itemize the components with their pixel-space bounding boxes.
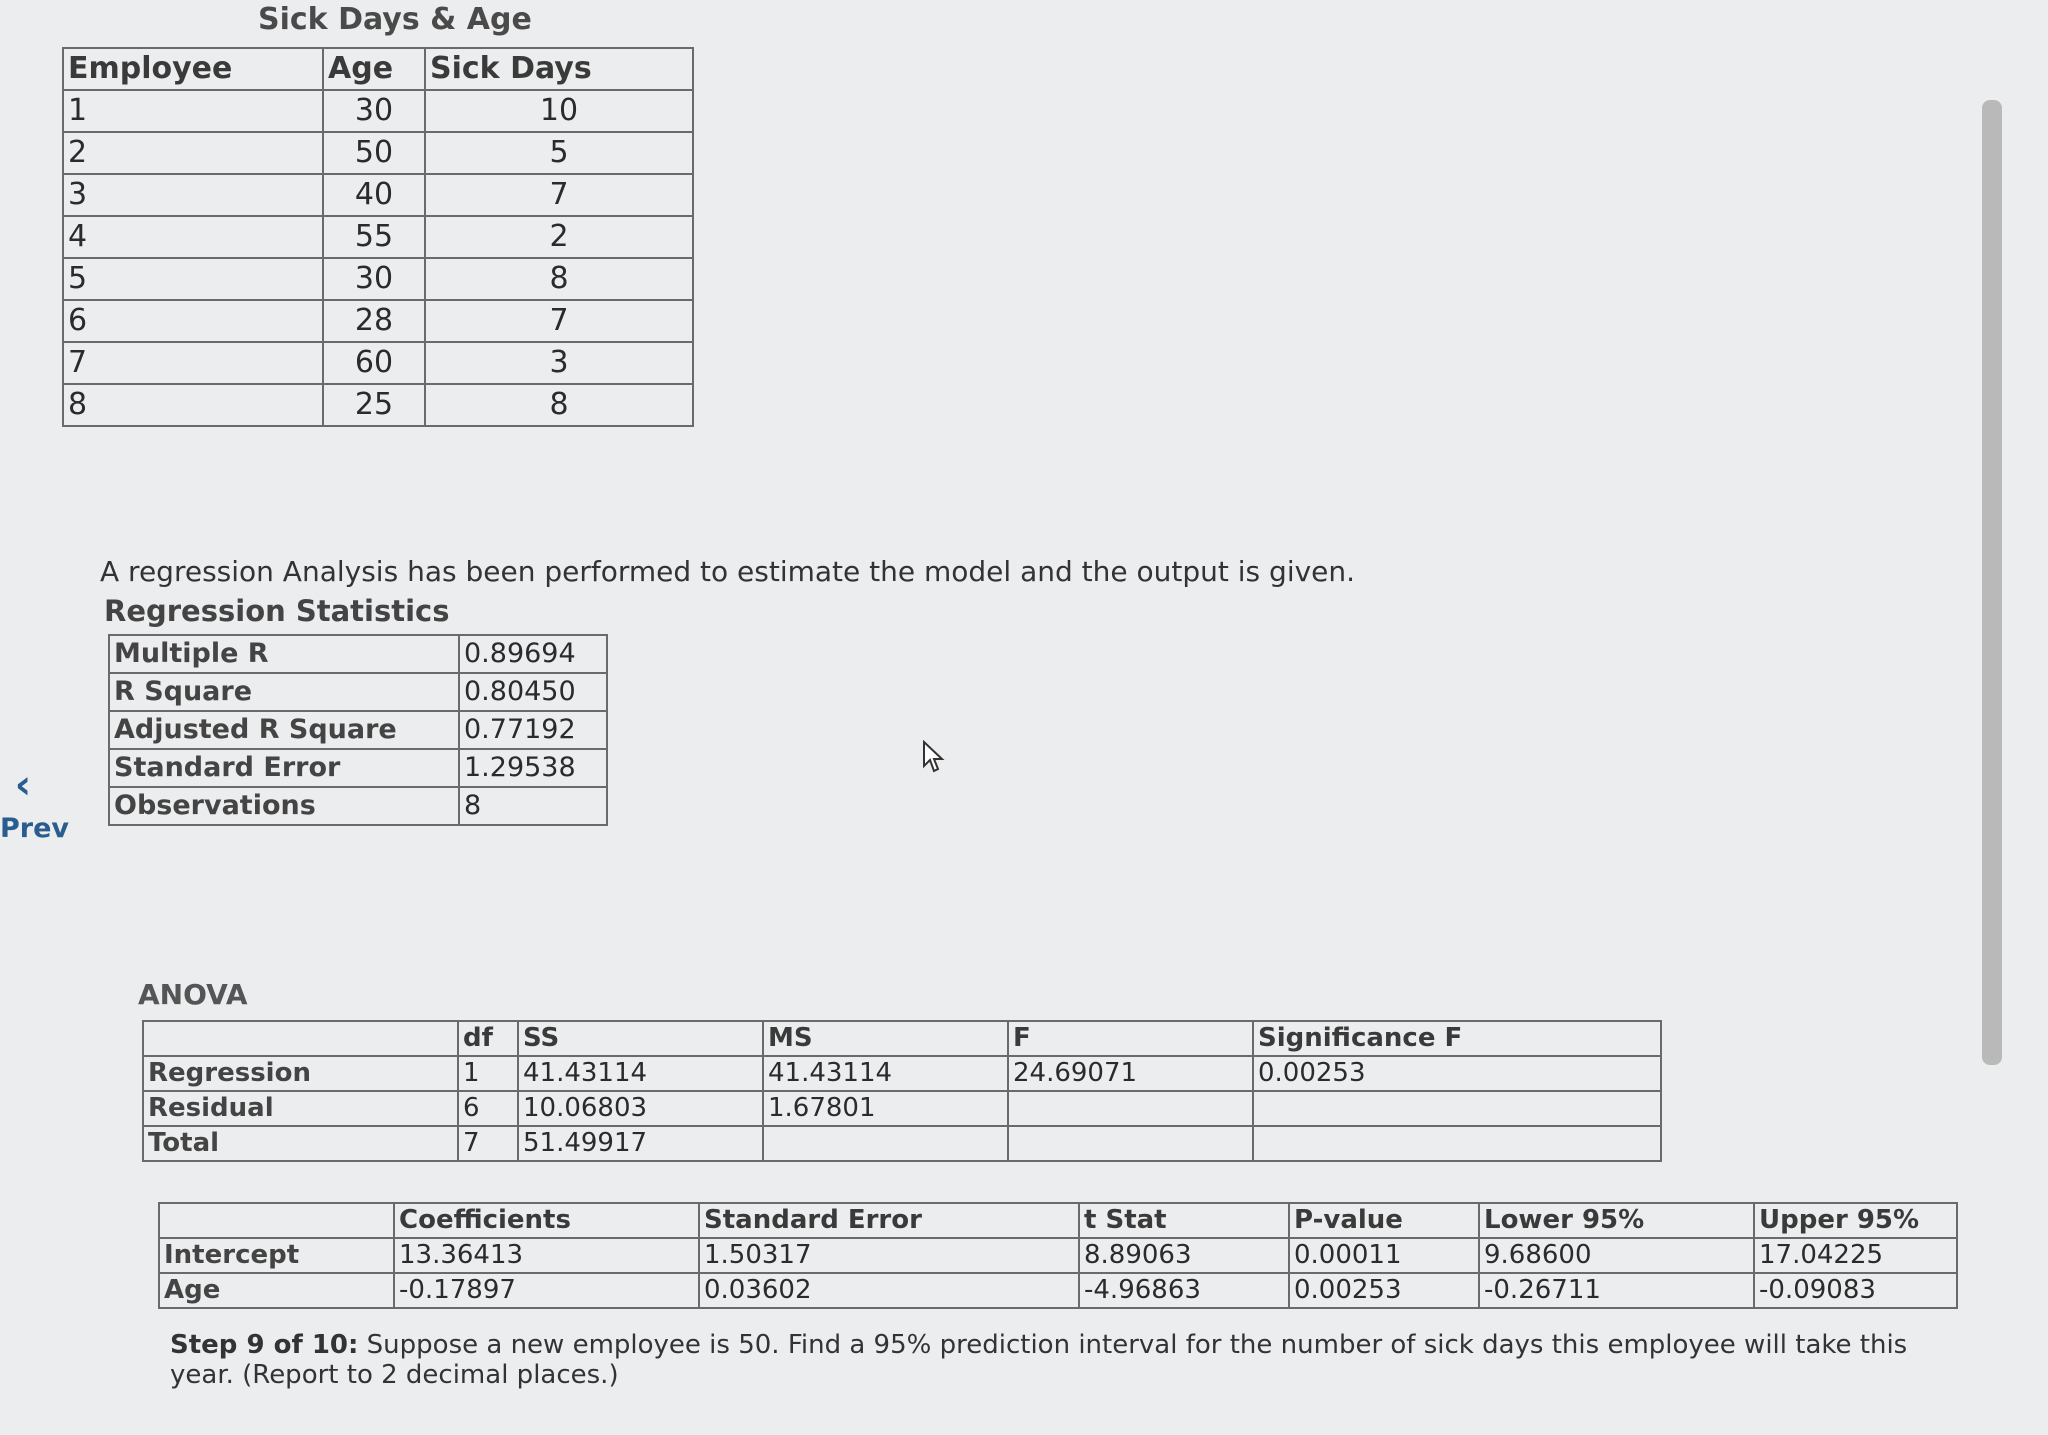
stat-value: 1.29538: [459, 749, 607, 787]
header-coefficients: Coefficients: [394, 1203, 699, 1238]
header-p-value: P-value: [1289, 1203, 1479, 1238]
df-cell: 6: [458, 1091, 518, 1126]
coef-header-blank: [159, 1203, 394, 1238]
anova-label: Regression: [143, 1056, 458, 1091]
employee-cell: 6: [63, 300, 323, 342]
anova-label: Residual: [143, 1091, 458, 1126]
anova-header-blank: [143, 1021, 458, 1056]
upper-cell: -0.09083: [1754, 1273, 1957, 1308]
ss-cell: 41.43114: [518, 1056, 763, 1091]
coef-label: Intercept: [159, 1238, 394, 1273]
age-cell: 40: [323, 174, 425, 216]
table-row: [63, 216, 693, 258]
header-ss: SS: [518, 1021, 763, 1056]
sick-days-table: [62, 47, 694, 427]
table-row: [63, 258, 693, 300]
header-f: F: [1008, 1021, 1253, 1056]
prev-nav[interactable]: [0, 762, 70, 844]
t-cell: 8.89063: [1079, 1238, 1289, 1273]
header-df: df: [458, 1021, 518, 1056]
employee-cell: 2: [63, 132, 323, 174]
p-cell: 0.00011: [1289, 1238, 1479, 1273]
age-cell: 28: [323, 300, 425, 342]
prev-label[interactable]: Prev: [0, 813, 70, 844]
ss-cell: 51.49917: [518, 1126, 763, 1161]
sick-days-cell: 8: [425, 258, 693, 300]
age-cell: 60: [323, 342, 425, 384]
header-standard-error: Standard Error: [699, 1203, 1079, 1238]
sick-days-table-title: Sick Days & Age: [258, 2, 532, 37]
age-cell: 25: [323, 384, 425, 426]
age-cell: 50: [323, 132, 425, 174]
sig-cell: [1253, 1091, 1661, 1126]
df-cell: 1: [458, 1056, 518, 1091]
employee-cell: 7: [63, 342, 323, 384]
table-row: [109, 787, 607, 825]
age-cell: 30: [323, 90, 425, 132]
f-cell: [1008, 1126, 1253, 1161]
employee-cell: 4: [63, 216, 323, 258]
table-row: [63, 384, 693, 426]
table-row: [63, 342, 693, 384]
header-lower-95: Lower 95%: [1479, 1203, 1754, 1238]
stat-label: R Square: [109, 673, 459, 711]
employee-cell: 1: [63, 90, 323, 132]
coef-label: Age: [159, 1273, 394, 1308]
table-row: [63, 174, 693, 216]
p-cell: 0.00253: [1289, 1273, 1479, 1308]
coef-cell: 13.36413: [394, 1238, 699, 1273]
regression-statistics-table: [108, 634, 608, 826]
table-header-row: [63, 48, 693, 90]
age-cell: 30: [323, 258, 425, 300]
table-row: [143, 1056, 1661, 1091]
stat-value: 8: [459, 787, 607, 825]
step-label: Step 9 of 10:: [170, 1330, 359, 1360]
sick-days-cell: 3: [425, 342, 693, 384]
sick-days-cell: 2: [425, 216, 693, 258]
lower-cell: -0.26711: [1479, 1273, 1754, 1308]
table-row: [159, 1273, 1957, 1308]
table-row: [109, 749, 607, 787]
se-cell: 0.03602: [699, 1273, 1079, 1308]
lower-cell: 9.68600: [1479, 1238, 1754, 1273]
stat-label: Observations: [109, 787, 459, 825]
stat-label: Standard Error: [109, 749, 459, 787]
header-ms: MS: [763, 1021, 1008, 1056]
employee-cell: 3: [63, 174, 323, 216]
f-cell: [1008, 1091, 1253, 1126]
mouse-cursor-icon: [922, 740, 946, 774]
sick-days-cell: 5: [425, 132, 693, 174]
table-row: [63, 90, 693, 132]
ss-cell: 10.06803: [518, 1091, 763, 1126]
vertical-scrollbar[interactable]: [1982, 100, 2002, 1065]
ms-cell: 1.67801: [763, 1091, 1008, 1126]
coef-cell: -0.17897: [394, 1273, 699, 1308]
sig-cell: [1253, 1126, 1661, 1161]
intro-text: A regression Analysis has been performed to estimate the model and the output is given.: [100, 555, 1356, 588]
employee-cell: 8: [63, 384, 323, 426]
table-row: [109, 711, 607, 749]
sick-days-cell: 8: [425, 384, 693, 426]
sick-days-cell: 10: [425, 90, 693, 132]
table-row: [63, 300, 693, 342]
se-cell: 1.50317: [699, 1238, 1079, 1273]
sick-days-cell: 7: [425, 174, 693, 216]
stat-value: 0.80450: [459, 673, 607, 711]
coefficients-header-row: [159, 1203, 1957, 1238]
anova-title: ANOVA: [138, 978, 248, 1011]
ms-cell: [763, 1126, 1008, 1161]
df-cell: 7: [458, 1126, 518, 1161]
table-row: [143, 1091, 1661, 1126]
employee-cell: 5: [63, 258, 323, 300]
anova-header-row: [143, 1021, 1661, 1056]
anova-label: Total: [143, 1126, 458, 1161]
table-row: [109, 673, 607, 711]
anova-table: [142, 1020, 1662, 1162]
ms-cell: 41.43114: [763, 1056, 1008, 1091]
step-prompt: [170, 1330, 1910, 1390]
header-significance-f: Significance F: [1253, 1021, 1661, 1056]
age-cell: 55: [323, 216, 425, 258]
table-row: [143, 1126, 1661, 1161]
stat-value: 0.89694: [459, 635, 607, 673]
coefficients-table: [158, 1202, 1958, 1309]
header-sick-days: Sick Days: [425, 48, 693, 90]
sick-days-cell: 7: [425, 300, 693, 342]
header-age: Age: [323, 48, 425, 90]
header-employee: Employee: [63, 48, 323, 90]
table-row: [159, 1238, 1957, 1273]
regression-statistics-title: Regression Statistics: [104, 594, 450, 628]
stat-value: 0.77192: [459, 711, 607, 749]
table-row: [63, 132, 693, 174]
stat-label: Adjusted R Square: [109, 711, 459, 749]
header-upper-95: Upper 95%: [1754, 1203, 1957, 1238]
step-text: Suppose a new employee is 50. Find a 95% prediction interval for the number of sick days this employee will take this year. (Report to 2 decimal places.): [170, 1330, 1908, 1390]
header-t-stat: t Stat: [1079, 1203, 1289, 1238]
stat-label: Multiple R: [109, 635, 459, 673]
chevron-left-icon[interactable]: ‹: [14, 762, 32, 808]
table-row: [109, 635, 607, 673]
sig-cell: 0.00253: [1253, 1056, 1661, 1091]
t-cell: -4.96863: [1079, 1273, 1289, 1308]
f-cell: 24.69071: [1008, 1056, 1253, 1091]
upper-cell: 17.04225: [1754, 1238, 1957, 1273]
